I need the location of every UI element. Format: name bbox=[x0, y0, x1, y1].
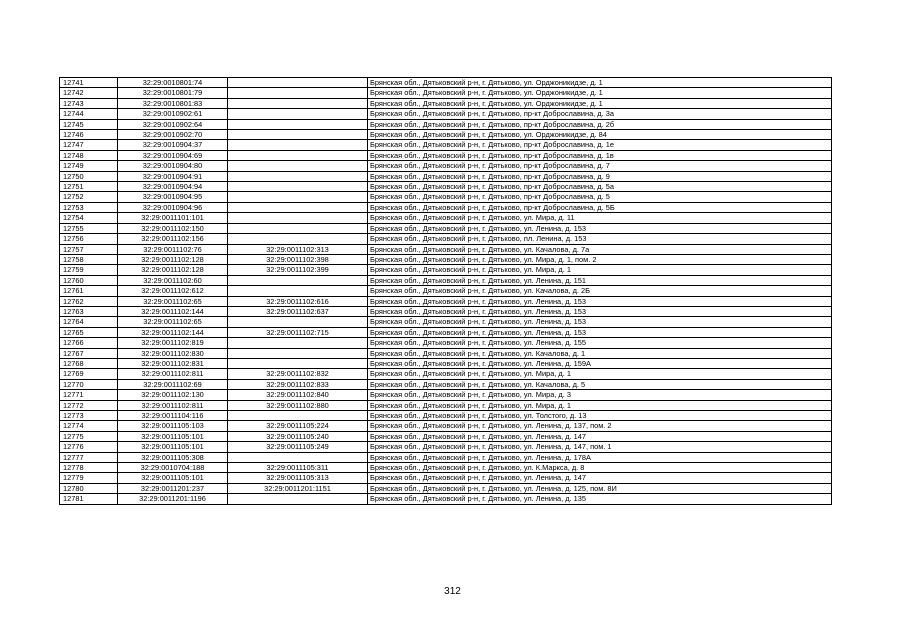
page-number: 312 bbox=[444, 586, 461, 597]
address-cell: Брянская обл., Дятьковский р-н, г. Дятьково, ул. Ленина, д. 147, пом. 1 bbox=[368, 442, 832, 452]
cadastral-number-cell: 32:29:0011102:65 bbox=[118, 296, 228, 306]
cadastral-number-cell: 32:29:0010904:80 bbox=[118, 161, 228, 171]
table-row bbox=[60, 400, 832, 410]
table-row bbox=[60, 286, 832, 296]
row-number-cell: 12776 bbox=[60, 442, 118, 452]
related-cadastral-number-cell bbox=[228, 192, 368, 202]
table-row bbox=[60, 119, 832, 129]
row-number-cell: 12756 bbox=[60, 234, 118, 244]
row-number-cell: 12749 bbox=[60, 161, 118, 171]
cadastral-number-cell: 32:29:0011102:65 bbox=[118, 317, 228, 327]
row-number-cell: 12753 bbox=[60, 202, 118, 212]
related-cadastral-number-cell bbox=[228, 88, 368, 98]
address-cell: Брянская обл., Дятьковский р-н, г. Дятьково, ул. Ленина, д. 137, пом. 2 bbox=[368, 421, 832, 431]
related-cadastral-number-cell bbox=[228, 234, 368, 244]
table-row bbox=[60, 244, 832, 254]
address-cell: Брянская обл., Дятьковский р-н, г. Дятьково, ул. Орджоникидзе, д. 1 bbox=[368, 78, 832, 88]
cadastral-number-cell: 32:29:0011102:128 bbox=[118, 265, 228, 275]
address-cell: Брянская обл., Дятьковский р-н, г. Дятьково, ул. Ленина, д. 147 bbox=[368, 473, 832, 483]
table-row bbox=[60, 109, 832, 119]
related-cadastral-number-cell bbox=[228, 275, 368, 285]
row-number-cell: 12763 bbox=[60, 306, 118, 316]
related-cadastral-number-cell: 32:29:0011102:637 bbox=[228, 306, 368, 316]
table-row bbox=[60, 463, 832, 473]
table-row bbox=[60, 348, 832, 358]
table-row bbox=[60, 150, 832, 160]
cadastral-number-cell: 32:29:0010904:94 bbox=[118, 182, 228, 192]
table-row bbox=[60, 265, 832, 275]
cadastral-number-cell: 32:29:0010902:64 bbox=[118, 119, 228, 129]
table-row bbox=[60, 379, 832, 389]
table-row bbox=[60, 369, 832, 379]
cadastral-table bbox=[59, 77, 832, 505]
row-number-cell: 12759 bbox=[60, 265, 118, 275]
related-cadastral-number-cell: 32:29:0011201:1151 bbox=[228, 483, 368, 493]
related-cadastral-number-cell: 32:29:0011105:240 bbox=[228, 431, 368, 441]
related-cadastral-number-cell bbox=[228, 317, 368, 327]
table-row bbox=[60, 130, 832, 140]
address-cell: Брянская обл., Дятьковский р-н, г. Дятьково, ул. Ленина, д. 147 bbox=[368, 431, 832, 441]
table-row bbox=[60, 234, 832, 244]
row-number-cell: 12761 bbox=[60, 286, 118, 296]
row-number-cell: 12751 bbox=[60, 182, 118, 192]
related-cadastral-number-cell: 32:29:0011105:224 bbox=[228, 421, 368, 431]
row-number-cell: 12744 bbox=[60, 109, 118, 119]
address-cell: Брянская обл., Дятьковский р-н, г. Дятьково, пр-кт Доброславина, д. 7 bbox=[368, 161, 832, 171]
row-number-cell: 12771 bbox=[60, 390, 118, 400]
cadastral-number-cell: 32:29:0011102:819 bbox=[118, 338, 228, 348]
cadastral-number-cell: 32:29:0011101:101 bbox=[118, 213, 228, 223]
cadastral-number-cell: 32:29:0011105:101 bbox=[118, 473, 228, 483]
row-number-cell: 12760 bbox=[60, 275, 118, 285]
address-cell: Брянская обл., Дятьковский р-н, г. Дятьково, ул. Ленина, д. 153 bbox=[368, 306, 832, 316]
related-cadastral-number-cell: 32:29:0011102:840 bbox=[228, 390, 368, 400]
related-cadastral-number-cell: 32:29:0011102:313 bbox=[228, 244, 368, 254]
related-cadastral-number-cell bbox=[228, 98, 368, 108]
cadastral-number-cell: 32:29:0011102:60 bbox=[118, 275, 228, 285]
address-cell: Брянская обл., Дятьковский р-н, г. Дятьково, ул. Мира, д. 11 bbox=[368, 213, 832, 223]
address-cell: Брянская обл., Дятьковский р-н, г. Дятьково, пр-кт Доброславина, д. 1в bbox=[368, 150, 832, 160]
table-row bbox=[60, 338, 832, 348]
row-number-cell: 12757 bbox=[60, 244, 118, 254]
row-number-cell: 12773 bbox=[60, 411, 118, 421]
cadastral-number-cell: 32:29:0010904:96 bbox=[118, 202, 228, 212]
cadastral-number-cell: 32:29:0011102:612 bbox=[118, 286, 228, 296]
address-cell: Брянская обл., Дятьковский р-н, г. Дятьково, пр-кт Доброславина, д. 2б bbox=[368, 119, 832, 129]
related-cadastral-number-cell bbox=[228, 202, 368, 212]
address-cell: Брянская обл., Дятьковский р-н, г. Дятьково, ул. Качалова, д. 1 bbox=[368, 348, 832, 358]
address-cell: Брянская обл., Дятьковский р-н, г. Дятьково, ул. Орджоникидзе, д. 84 bbox=[368, 130, 832, 140]
cadastral-number-cell: 32:29:0010704:188 bbox=[118, 463, 228, 473]
cadastral-table-body bbox=[60, 78, 832, 505]
cadastral-number-cell: 32:29:0010801:83 bbox=[118, 98, 228, 108]
row-number-cell: 12779 bbox=[60, 473, 118, 483]
cadastral-number-cell: 32:29:0011201:237 bbox=[118, 483, 228, 493]
related-cadastral-number-cell bbox=[228, 119, 368, 129]
related-cadastral-number-cell bbox=[228, 161, 368, 171]
address-cell: Брянская обл., Дятьковский р-н, г. Дятьково, пр-кт Доброславина, д. 5Б bbox=[368, 202, 832, 212]
cadastral-number-cell: 32:29:0011201:1196 bbox=[118, 494, 228, 504]
related-cadastral-number-cell: 32:29:0011102:398 bbox=[228, 254, 368, 264]
cadastral-number-cell: 32:29:0011102:69 bbox=[118, 379, 228, 389]
related-cadastral-number-cell bbox=[228, 452, 368, 462]
address-cell: Брянская обл., Дятьковский р-н, г. Дятьково, ул. Мира, д. 3 bbox=[368, 390, 832, 400]
table-row bbox=[60, 88, 832, 98]
row-number-cell: 12768 bbox=[60, 358, 118, 368]
address-cell: Брянская обл., Дятьковский р-н, г. Дятьково, ул. Мира, д. 1 bbox=[368, 265, 832, 275]
cadastral-number-cell: 32:29:0010904:95 bbox=[118, 192, 228, 202]
address-cell: Брянская обл., Дятьковский р-н, г. Дятьково, ул. Ленина, д. 155 bbox=[368, 338, 832, 348]
table-row bbox=[60, 358, 832, 368]
related-cadastral-number-cell: 32:29:0011105:249 bbox=[228, 442, 368, 452]
related-cadastral-number-cell: 32:29:0011102:832 bbox=[228, 369, 368, 379]
address-cell: Брянская обл., Дятьковский р-н, г. Дятьково, ул. Ленина, д. 153 bbox=[368, 296, 832, 306]
address-cell: Брянская обл., Дятьковский р-н, г. Дятьково, пр-кт Доброславина, д. 3а bbox=[368, 109, 832, 119]
cadastral-number-cell: 32:29:0010904:37 bbox=[118, 140, 228, 150]
address-cell: Брянская обл., Дятьковский р-н, г. Дятьково, ул. Мира, д. 1, пом. 2 bbox=[368, 254, 832, 264]
row-number-cell: 12780 bbox=[60, 483, 118, 493]
address-cell: Брянская обл., Дятьковский р-н, г. Дятьково, ул. Ленина, д. 153 bbox=[368, 223, 832, 233]
address-cell: Брянская обл., Дятьковский р-н, г. Дятьково, пл. Ленина, д. 153 bbox=[368, 234, 832, 244]
address-cell: Брянская обл., Дятьковский р-н, г. Дятьково, пр-кт Доброславина, д. 9 bbox=[368, 171, 832, 181]
cadastral-number-cell: 32:29:0011102:831 bbox=[118, 358, 228, 368]
table-row bbox=[60, 411, 832, 421]
cadastral-number-cell: 32:29:0011102:144 bbox=[118, 306, 228, 316]
table-row bbox=[60, 98, 832, 108]
address-cell: Брянская обл., Дятьковский р-н, г. Дятьково, ул. Орджоникидзе, д. 1 bbox=[368, 98, 832, 108]
address-cell: Брянская обл., Дятьковский р-н, г. Дятьково, ул. Ленина, д. 159А bbox=[368, 358, 832, 368]
cadastral-number-cell: 32:29:0011102:76 bbox=[118, 244, 228, 254]
row-number-cell: 12770 bbox=[60, 379, 118, 389]
table-row bbox=[60, 327, 832, 337]
related-cadastral-number-cell bbox=[228, 109, 368, 119]
related-cadastral-number-cell bbox=[228, 130, 368, 140]
address-cell: Брянская обл., Дятьковский р-н, г. Дятьково, пр-кт Доброславина, д. 1е bbox=[368, 140, 832, 150]
table-row bbox=[60, 213, 832, 223]
address-cell: Брянская обл., Дятьковский р-н, г. Дятьково, ул. Толстого, д. 13 bbox=[368, 411, 832, 421]
cadastral-number-cell: 32:29:0010902:61 bbox=[118, 109, 228, 119]
related-cadastral-number-cell bbox=[228, 411, 368, 421]
address-cell: Брянская обл., Дятьковский р-н, г. Дятьково, ул. Ленина, д. 135 bbox=[368, 494, 832, 504]
cadastral-number-cell: 32:29:0010902:70 bbox=[118, 130, 228, 140]
row-number-cell: 12778 bbox=[60, 463, 118, 473]
table-row bbox=[60, 442, 832, 452]
cadastral-number-cell: 32:29:0011105:101 bbox=[118, 431, 228, 441]
table-row bbox=[60, 202, 832, 212]
address-cell: Брянская обл., Дятьковский р-н, г. Дятьково, ул. Мира, д. 1 bbox=[368, 369, 832, 379]
address-cell: Брянская обл., Дятьковский р-н, г. Дятьково, ул. К.Маркса, д. 8 bbox=[368, 463, 832, 473]
table-row bbox=[60, 317, 832, 327]
table-row bbox=[60, 223, 832, 233]
table-row bbox=[60, 452, 832, 462]
row-number-cell: 12772 bbox=[60, 400, 118, 410]
address-cell: Брянская обл., Дятьковский р-н, г. Дятьково, пр-кт Доброславина, д. 5а bbox=[368, 182, 832, 192]
table-row bbox=[60, 140, 832, 150]
related-cadastral-number-cell: 32:29:0011102:715 bbox=[228, 327, 368, 337]
row-number-cell: 12750 bbox=[60, 171, 118, 181]
related-cadastral-number-cell: 32:29:0011105:313 bbox=[228, 473, 368, 483]
row-number-cell: 12781 bbox=[60, 494, 118, 504]
table-row bbox=[60, 161, 832, 171]
related-cadastral-number-cell bbox=[228, 78, 368, 88]
row-number-cell: 12754 bbox=[60, 213, 118, 223]
row-number-cell: 12774 bbox=[60, 421, 118, 431]
cadastral-number-cell: 32:29:0011102:128 bbox=[118, 254, 228, 264]
row-number-cell: 12777 bbox=[60, 452, 118, 462]
related-cadastral-number-cell: 32:29:0011102:399 bbox=[228, 265, 368, 275]
table-row bbox=[60, 182, 832, 192]
row-number-cell: 12765 bbox=[60, 327, 118, 337]
row-number-cell: 12746 bbox=[60, 130, 118, 140]
row-number-cell: 12769 bbox=[60, 369, 118, 379]
cadastral-number-cell: 32:29:0011102:156 bbox=[118, 234, 228, 244]
cadastral-number-cell: 32:29:0010904:91 bbox=[118, 171, 228, 181]
related-cadastral-number-cell bbox=[228, 494, 368, 504]
cadastral-number-cell: 32:29:0011102:811 bbox=[118, 400, 228, 410]
address-cell: Брянская обл., Дятьковский р-н, г. Дятьково, ул. Мира, д. 1 bbox=[368, 400, 832, 410]
table-row bbox=[60, 192, 832, 202]
address-cell: Брянская обл., Дятьковский р-н, г. Дятьково, ул. Качалова, д. 5 bbox=[368, 379, 832, 389]
cadastral-number-cell: 32:29:0011102:130 bbox=[118, 390, 228, 400]
related-cadastral-number-cell bbox=[228, 171, 368, 181]
address-cell: Брянская обл., Дятьковский р-н, г. Дятьково, ул. Ленина, д. 178А bbox=[368, 452, 832, 462]
row-number-cell: 12767 bbox=[60, 348, 118, 358]
table-row bbox=[60, 171, 832, 181]
cadastral-number-cell: 32:29:0010801:74 bbox=[118, 78, 228, 88]
cadastral-number-cell: 32:29:0011102:150 bbox=[118, 223, 228, 233]
cadastral-number-cell: 32:29:0011104:116 bbox=[118, 411, 228, 421]
row-number-cell: 12748 bbox=[60, 150, 118, 160]
cadastral-number-cell: 32:29:0011102:830 bbox=[118, 348, 228, 358]
cadastral-number-cell: 32:29:0010801:79 bbox=[118, 88, 228, 98]
related-cadastral-number-cell bbox=[228, 150, 368, 160]
address-cell: Брянская обл., Дятьковский р-н, г. Дятьково, ул. Качалова, д. 7а bbox=[368, 244, 832, 254]
related-cadastral-number-cell bbox=[228, 286, 368, 296]
cadastral-number-cell: 32:29:0011102:811 bbox=[118, 369, 228, 379]
row-number-cell: 12762 bbox=[60, 296, 118, 306]
table-row bbox=[60, 421, 832, 431]
address-cell: Брянская обл., Дятьковский р-н, г. Дятьково, ул. Орджоникидзе, д. 1 bbox=[368, 88, 832, 98]
row-number-cell: 12742 bbox=[60, 88, 118, 98]
cadastral-number-cell: 32:29:0011105:308 bbox=[118, 452, 228, 462]
row-number-cell: 12775 bbox=[60, 431, 118, 441]
cadastral-number-cell: 32:29:0011102:144 bbox=[118, 327, 228, 337]
row-number-cell: 12747 bbox=[60, 140, 118, 150]
related-cadastral-number-cell: 32:29:0011102:833 bbox=[228, 379, 368, 389]
row-number-cell: 12755 bbox=[60, 223, 118, 233]
related-cadastral-number-cell bbox=[228, 358, 368, 368]
related-cadastral-number-cell: 32:29:0011102:880 bbox=[228, 400, 368, 410]
cadastral-number-cell: 32:29:0010904:69 bbox=[118, 150, 228, 160]
table-row bbox=[60, 296, 832, 306]
related-cadastral-number-cell bbox=[228, 182, 368, 192]
table-row bbox=[60, 254, 832, 264]
table-row bbox=[60, 473, 832, 483]
table-row bbox=[60, 494, 832, 504]
row-number-cell: 12758 bbox=[60, 254, 118, 264]
address-cell: Брянская обл., Дятьковский р-н, г. Дятьково, пр-кт Доброславина, д. 5 bbox=[368, 192, 832, 202]
related-cadastral-number-cell: 32:29:0011105:311 bbox=[228, 463, 368, 473]
table-row bbox=[60, 275, 832, 285]
row-number-cell: 12743 bbox=[60, 98, 118, 108]
related-cadastral-number-cell: 32:29:0011102:616 bbox=[228, 296, 368, 306]
address-cell: Брянская обл., Дятьковский р-н, г. Дятьково, ул. Качалова, д. 2Б bbox=[368, 286, 832, 296]
address-cell: Брянская обл., Дятьковский р-н, г. Дятьково, ул. Ленина, д. 125, пом. 8И bbox=[368, 483, 832, 493]
table-row bbox=[60, 306, 832, 316]
related-cadastral-number-cell bbox=[228, 213, 368, 223]
row-number-cell: 12745 bbox=[60, 119, 118, 129]
related-cadastral-number-cell bbox=[228, 338, 368, 348]
table-row bbox=[60, 483, 832, 493]
address-cell: Брянская обл., Дятьковский р-н, г. Дятьково, ул. Ленина, д. 153 bbox=[368, 327, 832, 337]
table-row bbox=[60, 78, 832, 88]
related-cadastral-number-cell bbox=[228, 140, 368, 150]
row-number-cell: 12766 bbox=[60, 338, 118, 348]
row-number-cell: 12764 bbox=[60, 317, 118, 327]
row-number-cell: 12752 bbox=[60, 192, 118, 202]
cadastral-number-cell: 32:29:0011105:101 bbox=[118, 442, 228, 452]
cadastral-number-cell: 32:29:0011105:103 bbox=[118, 421, 228, 431]
row-number-cell: 12741 bbox=[60, 78, 118, 88]
table-row bbox=[60, 390, 832, 400]
related-cadastral-number-cell bbox=[228, 348, 368, 358]
related-cadastral-number-cell bbox=[228, 223, 368, 233]
address-cell: Брянская обл., Дятьковский р-н, г. Дятьково, ул. Ленина, д. 153 bbox=[368, 317, 832, 327]
address-cell: Брянская обл., Дятьковский р-н, г. Дятьково, ул. Ленина, д. 151 bbox=[368, 275, 832, 285]
table-row bbox=[60, 431, 832, 441]
